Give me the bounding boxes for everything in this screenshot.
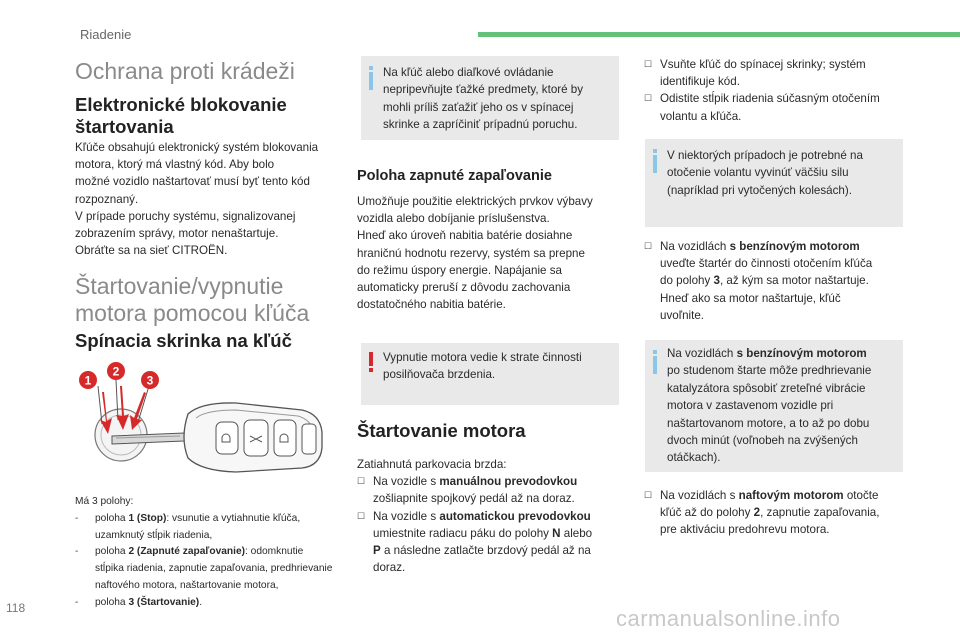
text-span: Na vozidlách [660, 240, 730, 253]
dash-marker: - [75, 512, 79, 524]
text-line: doraz. [373, 561, 406, 575]
note-line: mohli príliš zaťažiť jeho os v spínacej [383, 100, 574, 114]
title-line: motora pomocou kľúča [75, 300, 310, 326]
checkbox-marker-icon: ☐ [644, 59, 653, 69]
legend-item-3 [75, 595, 350, 612]
engine-start-text [357, 456, 627, 576]
checkbox-marker-icon: ☐ [644, 241, 653, 251]
text-line: zobrazením správy, motor nenaštartuje. [75, 227, 279, 241]
text-line: identifikuje kód. [660, 75, 740, 89]
note-line: dvoch minút (voľnobeh na zvýšených [667, 434, 858, 448]
note-line: po studenom štarte môže predhrievanie [667, 364, 872, 378]
text-line: Zatiahnutá parkovacia brzda: [357, 458, 507, 471]
legend-text: . [199, 596, 203, 608]
note-line: nepripevňujte ťažké predmety, ktoré by [383, 83, 584, 97]
text-line: Hneď ako sa motor naštartuje, kľúč [660, 291, 841, 305]
legend-text: : vsunutie a vytiahnutie kľúča, [166, 512, 301, 524]
text-line: motora, ktorý má vlastný kód. Aby bolo [75, 158, 275, 172]
note-line: motora v zastavenom vozidle pri [667, 399, 834, 413]
text-line: možné vozidlo naštartovať musí byť tento kód [75, 175, 310, 189]
fob-unlock-button [216, 422, 238, 454]
note-line: otočenie volantu vyvinúť väčšiu silu [667, 166, 849, 180]
note-line: katalyzátora spôsobiť zreteľné vibrácie [667, 381, 866, 395]
text-line: Hneď ako úroveň nabitia batérie dosiahne [357, 229, 573, 243]
text-line: Vsuňte kľúč do spínacej skrinky; systém [660, 58, 866, 71]
text-line: umiestnite radiacu páku do polohy N alebo [373, 526, 593, 540]
note-line: naštartovanom motore, a to až po dobu [667, 416, 870, 430]
step-unlock-column [644, 90, 914, 124]
info-note-key-weight [361, 56, 619, 140]
step-insert-key [644, 56, 914, 90]
heading-ignition-on: Poloha zapnuté zapaľovanie [357, 168, 552, 184]
diesel-start-item [644, 487, 919, 539]
position-1-line [98, 386, 102, 424]
petrol-start-item [644, 238, 919, 324]
warning-note-brake-assist [361, 343, 619, 405]
position-3-number: 3 [146, 373, 154, 388]
text-line: dostatočného nabitia batérie. [357, 298, 506, 312]
text-line: zošliapnite spojkový pedál až na doraz. [373, 492, 575, 506]
warning-icon [369, 352, 373, 372]
step-diesel [644, 487, 919, 539]
text-line: Kľúče obsahujú elektronický systém blokovania [75, 141, 319, 154]
info-icon [369, 66, 373, 90]
text-line: uveďte štartér do činnosti otočením kľúča [660, 257, 873, 271]
key-ignition-figure [76, 358, 346, 478]
info-icon [653, 149, 657, 173]
text-line: uvoľnite. [660, 308, 704, 322]
section-label: Riadenie [80, 27, 132, 42]
note-line: Na vozidlách s benzínovým motorom [667, 347, 867, 360]
start-item-manual [357, 473, 627, 507]
text-line: vozidla alebo dobíjanie príslušenstva. [357, 212, 550, 226]
text-line: P a následne zatlačte brzdový pedál až na [373, 544, 591, 558]
page-number: 118 [6, 601, 26, 615]
legend-text: : odomknutie [245, 546, 304, 558]
checkbox-marker-icon: ☐ [644, 93, 653, 104]
text-bold: manuálnou prevodovkou [439, 475, 578, 489]
subtitle-immobiliser [75, 94, 287, 138]
legend-position: 3 (Štartovanie) [128, 596, 200, 608]
legend-text: poloha [95, 512, 129, 524]
note-line: Na kľúč alebo diaľkové ovládanie [383, 66, 554, 79]
legend-item-1 [75, 511, 350, 545]
text-span: Na vozidle s [373, 475, 440, 489]
checkbox-marker-icon: ☐ [357, 510, 366, 521]
info-note-steering-force [645, 139, 903, 227]
fob-lock-button [274, 420, 296, 456]
text-line: kľúč až do polohy 2, zapnutie zapaľovania, [660, 506, 880, 520]
position-2-number: 2 [112, 364, 120, 379]
subtitle-line: Elektronické blokovanie [75, 94, 287, 115]
text-line: hraničnú hodnotu rezervy, systém sa prepne [357, 246, 585, 260]
text-bold: s benzínovým motorom [729, 240, 860, 253]
checkbox-marker-icon: ☐ [644, 490, 653, 500]
text-line: V prípade poruchy systému, signalizovanej [75, 209, 296, 223]
text-line: Odistite stĺpik riadenia súčasným otočením [660, 92, 880, 106]
text-line: automaticky preruší z dôvodu zachovania [357, 281, 571, 295]
subtitle-line: štartovania [75, 116, 174, 137]
text-bold: naftovým motorom [738, 489, 844, 502]
title-line: Štartovanie/vypnutie [75, 273, 284, 299]
legend-text: stĺpika riadenia, zapnutie zapaľovania, predhrievanie [95, 563, 333, 575]
legend-text: poloha [95, 546, 129, 558]
immobiliser-text [75, 139, 345, 259]
text-span: otočte [843, 489, 879, 502]
fob-release-button [302, 424, 316, 454]
start-steps [644, 56, 914, 125]
text-line: do polohy 3, až kým sa motor naštartuje. [660, 274, 869, 288]
text-line: Obráťte sa na sieť CITROËN. [75, 244, 228, 258]
legend-position: 1 (Stop) [128, 512, 167, 524]
note-line: Vypnutie motora vedie k strate činnosti [383, 351, 582, 364]
legend-item-2 [75, 544, 350, 594]
text-bold: automatickou prevodovkou [439, 509, 591, 523]
title-anti-theft: Ochrana proti krádeži [75, 58, 295, 84]
legend-text: uzamknutý stĺpik riadenia, [95, 529, 213, 541]
dash-marker: - [75, 596, 79, 608]
text-line: volantu a kľúča. [660, 109, 742, 123]
text-span: Na vozidle s [373, 509, 440, 523]
text-line: pre aktiváciu predohrevu motora. [660, 523, 830, 537]
watermark: carmanualsonline.info [616, 606, 841, 631]
start-item-automatic [357, 508, 627, 577]
note-line: posilňovača brzdenia. [383, 368, 496, 382]
legend-text: naftového motora, naštartovanie motora, [95, 579, 279, 591]
text-line: Umožňuje použitie elektrických prvkov výbavy [357, 195, 593, 208]
note-line: V niektorých prípadoch je potrebné na [667, 149, 863, 162]
heading-engine-start: Štartovanie motora [357, 420, 526, 441]
ignition-on-text [357, 193, 622, 313]
note-line: skrinke a zapríčiniť prípadnú poruchu. [383, 118, 578, 132]
fob-boot-button [244, 420, 268, 456]
note-line: (napríklad pri vytočených kolesách). [667, 183, 852, 197]
legend-intro: Má 3 polohy: [75, 496, 134, 507]
step-petrol [644, 238, 919, 324]
key-positions-legend [75, 494, 350, 612]
section-color-bar [478, 32, 960, 37]
checkbox-marker-icon: ☐ [357, 476, 366, 487]
legend-position: 2 (Zapnuté zapaľovanie) [128, 546, 246, 558]
text-line: rozpoznaný. [75, 192, 139, 206]
subtitle-ignition-switch: Spínacia skrinka na kľúč [75, 330, 292, 351]
text-span: Na vozidlách s [660, 489, 739, 502]
info-note-catalyst [645, 340, 903, 472]
legend-text: poloha [95, 596, 129, 608]
dash-marker: - [75, 546, 79, 558]
note-line: otáčkach). [667, 451, 721, 465]
info-icon [653, 350, 657, 374]
text-line: do režimu úspory energie. Napájanie sa [357, 263, 562, 277]
title-start-stop [75, 273, 309, 327]
position-1-number: 1 [84, 373, 92, 388]
